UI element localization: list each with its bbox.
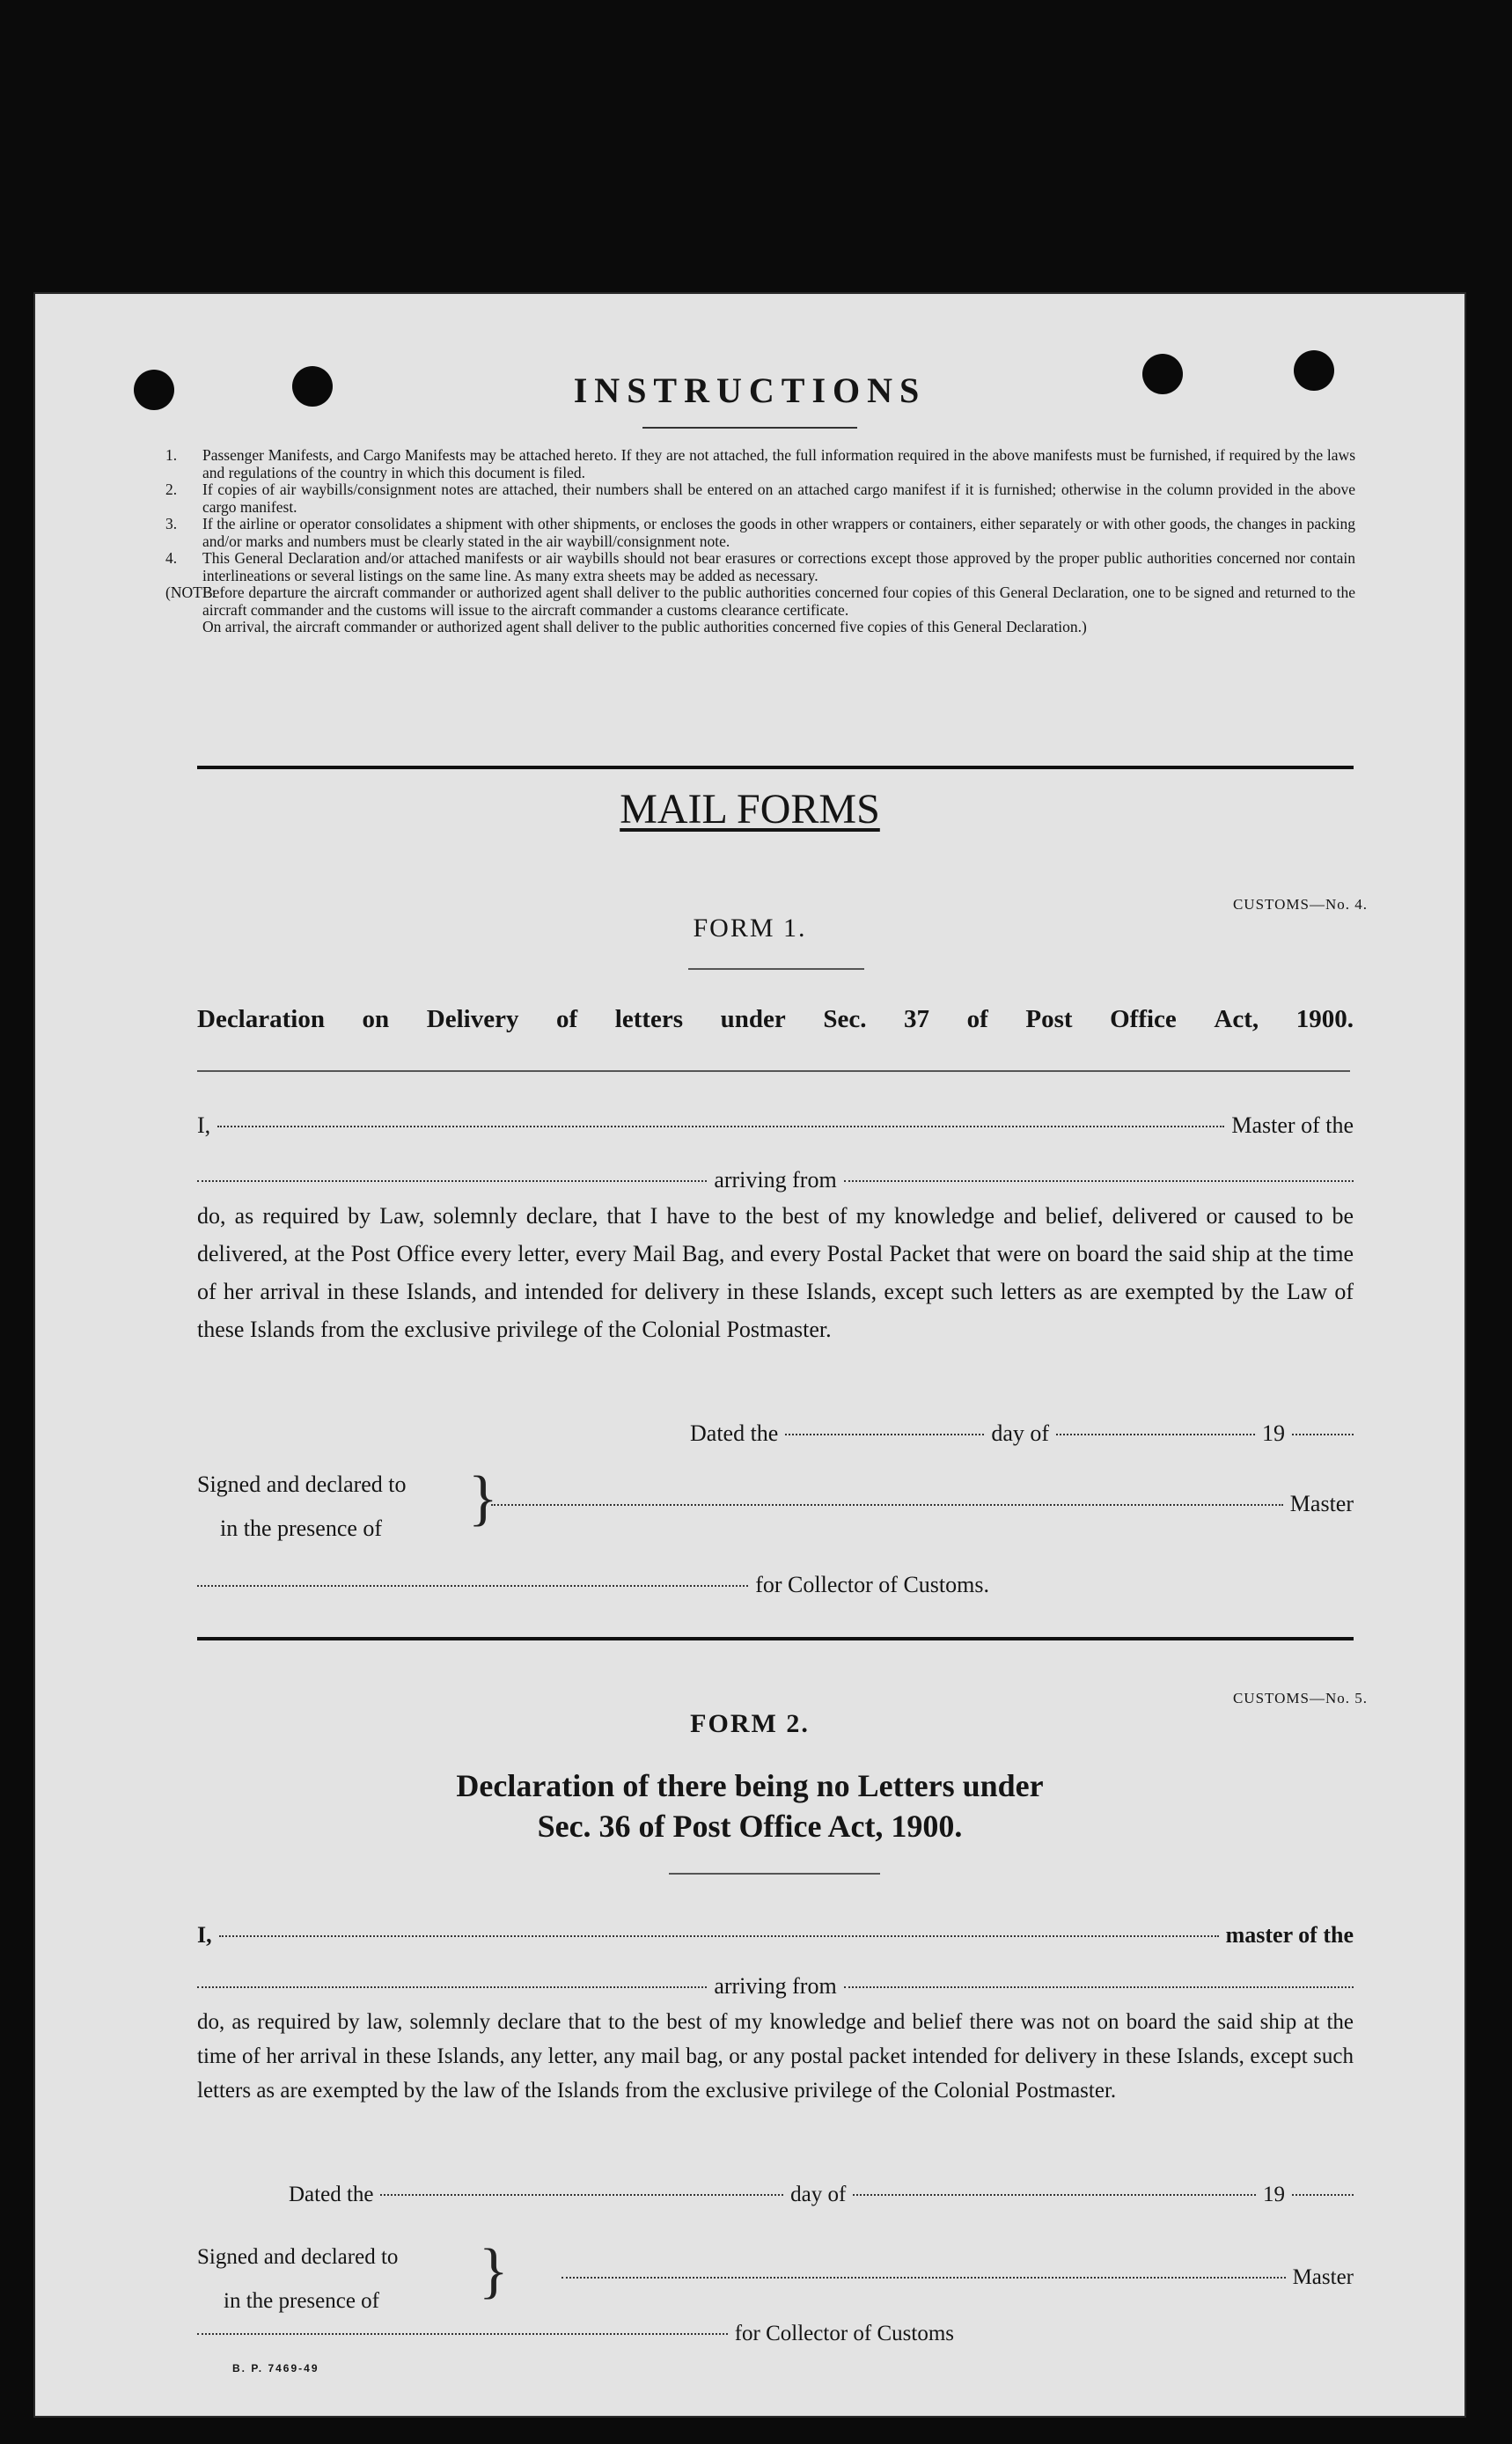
form1-master-name-field[interactable] [217, 1126, 1224, 1127]
form2-month-field[interactable] [853, 2194, 1256, 2196]
form1-ship-name-field[interactable] [197, 1180, 707, 1182]
form2-declaration-line2: Sec. 36 of Post Office Act, 1900. [537, 1809, 963, 1844]
form2-master-label: Master [1292, 2265, 1354, 2289]
form2-brace: } [479, 2237, 509, 2305]
instruction-item [165, 550, 1355, 584]
form1-collector-label: for Collector of Customs. [755, 1572, 989, 1597]
decl-word: Declaration [197, 1005, 325, 1033]
instructions-title: INSTRUCTIONS [573, 371, 927, 410]
print-code: B. P. 7469-49 [232, 2362, 319, 2374]
decl-word: 37 [904, 1005, 930, 1033]
form1-master-of-the: Master of the [1231, 1112, 1354, 1138]
form1-master-label: Master [1289, 1491, 1354, 1516]
form2-collector-line [197, 2322, 954, 2346]
decl-word: Post [1025, 1005, 1073, 1033]
form1-arriving-line [197, 1167, 1354, 1193]
form2-declaration-line1: Declaration of there being no Letters under [456, 1768, 1044, 1803]
note-lead: (NOTE: [165, 583, 217, 601]
form1-month-field[interactable] [1056, 1434, 1255, 1435]
form2-master-signature-field[interactable] [561, 2277, 1286, 2279]
form1-arriving-from: arriving from [714, 1167, 837, 1193]
form2-master-signature-line [561, 2265, 1354, 2290]
form2-collector-field[interactable] [197, 2333, 728, 2335]
decl-word: of [966, 1005, 988, 1033]
form1-signed-line1: Signed and declared to [197, 1472, 407, 1497]
decl-word: Sec. [823, 1005, 867, 1033]
form2-title: FORM 2. [690, 1709, 810, 1738]
form1-year-field[interactable] [1292, 1434, 1354, 1435]
form1-port-field[interactable] [844, 1180, 1354, 1182]
form1-dated-the: Dated the [690, 1420, 779, 1446]
form1-day-field[interactable] [785, 1434, 984, 1435]
instructions-list [165, 447, 1355, 636]
instruction-text: If the airline or operator consolidates a shipment with other shipments, or encloses the goods in other wrappers or containers, either separately or with other goods, the changes in packing and/or marks and numbers must be clearly stated in the air waybill/consignment note. [202, 515, 1355, 550]
form2-dated-line [289, 2183, 1354, 2207]
form2-dated-the: Dated the [289, 2183, 374, 2206]
instruction-number: 1. [165, 446, 178, 464]
form2-i-label: I, [197, 1922, 212, 1948]
form1-collector-field[interactable] [197, 1585, 748, 1587]
form-divider [197, 1637, 1354, 1640]
form2-master-line [197, 1922, 1354, 1949]
form2-arriving-line [197, 1973, 1354, 2000]
form1-collector-line [197, 1572, 989, 1598]
decl-word: Office [1110, 1005, 1177, 1033]
instructions-note [165, 584, 1355, 636]
form2-signed-line1: Signed and declared to [197, 2245, 399, 2269]
form1-title-rule [688, 968, 864, 970]
instruction-number: 4. [165, 549, 178, 567]
form2-body: do, as required by law, solemnly declare that to the best of my knowledge and belief there was not on board the said ship at the time of her arrival in these Islands, any letter, any mail bag, or any postal packet intended for delivery in these Islands, except such letters as are exempted by the law of the Islands from the exclusive privilege of the Colonial Postmaster. [197, 2010, 1354, 2103]
decl-word: Delivery [426, 1005, 519, 1033]
form1-master-line [197, 1112, 1354, 1139]
instruction-text: If copies of air waybills/consignment notes are attached, their numbers shall be entered on an attached cargo manifest if it is furnished; otherwise in the column provided in the above cargo manifest. [202, 481, 1355, 516]
instruction-number: 3. [165, 515, 178, 532]
note-text-2: On arrival, the aircraft commander or authorized agent shall deliver to the public authorities concerned five copies of this General Declaration.) [202, 618, 1087, 635]
form1-customs-number: CUSTOMS—No. 4. [1232, 896, 1368, 913]
note-text-1: Before departure the aircraft commander or authorized agent shall deliver to the public authorities concerned four copies of this General Declaration, one to be signed and returned to the aircraft commander and the customs will issue to the aircraft commander a customs clearance certificate. [202, 583, 1355, 619]
instructions-rule [642, 427, 857, 429]
form1-signed-label [197, 1463, 407, 1551]
form2-collector-label: for Collector of Customs [734, 2322, 954, 2345]
instruction-text: This General Declaration and/or attached manifests or air waybills should not bear erasures or corrections except those approved by the proper public authorities concerned nor contain interlineations or several listings on the same line. As many extra sheets may be added as necessary. [202, 549, 1355, 584]
form1-declaration-heading [197, 1005, 1354, 1034]
instruction-item [165, 447, 1355, 481]
form2-master-name-field[interactable] [219, 1935, 1219, 1937]
form2-declaration-heading [33, 1765, 1466, 1846]
mail-forms-title: MAIL FORMS [620, 786, 880, 833]
instruction-item [165, 516, 1355, 550]
form2-signed-line2: in the presence of [224, 2289, 380, 2313]
form2-signed-label [197, 2235, 398, 2323]
form2-heading-rule [669, 1873, 880, 1875]
form1-i-label: I, [197, 1112, 211, 1138]
form-sheet [33, 292, 1466, 2418]
instruction-item [165, 481, 1355, 516]
form1-dated-line [690, 1420, 1354, 1447]
decl-word: of [556, 1005, 578, 1033]
decl-word: 1900. [1295, 1005, 1354, 1033]
form2-arriving-from: arriving from [714, 1973, 837, 1999]
form1-master-signature-field[interactable] [491, 1504, 1283, 1506]
form1-day-of: day of [991, 1420, 1050, 1446]
decl-word: letters [614, 1005, 684, 1033]
form1-heading-rule [197, 1070, 1350, 1072]
form1-year: 19 [1262, 1420, 1286, 1446]
form1-body: do, as required by Law, solemnly declare, that I have to the best of my knowledge and belief, delivered or caused to be delivered, at the Post Office every letter, every Mail Bag, and every Postal Packet that were on board the said ship at the time of her arrival in these Islands, and intended for delivery in these Islands, except such letters as are exempted by the Law of these Islands from the exclusive privilege of the Colonial Postmaster. [197, 1203, 1354, 1342]
decl-word: under [720, 1005, 786, 1033]
form2-master-of-the: master of the [1225, 1922, 1354, 1948]
instruction-number: 2. [165, 481, 178, 498]
section-divider [197, 766, 1354, 769]
form2-ship-name-field[interactable] [197, 1986, 707, 1988]
decl-word: on [362, 1005, 390, 1033]
form2-day-of: day of [790, 2183, 847, 2206]
form1-brace: } [468, 1464, 498, 1532]
form1-signed-line2: in the presence of [220, 1516, 383, 1541]
form1-master-signature-line [491, 1491, 1354, 1517]
form2-customs-number: CUSTOMS—No. 5. [1232, 1690, 1368, 1706]
decl-word: Act, [1214, 1005, 1259, 1033]
instruction-text: Passenger Manifests, and Cargo Manifests may be attached hereto. If they are not attached, the full information required in the above manifests must be furnished, if required by the laws and regulations of the country in which this document is filed. [202, 446, 1355, 481]
form2-day-field[interactable] [380, 2194, 783, 2196]
form2-port-field[interactable] [844, 1986, 1354, 1988]
form1-title: FORM 1. [693, 914, 807, 943]
form2-year-field[interactable] [1292, 2194, 1354, 2196]
form2-year: 19 [1263, 2183, 1285, 2206]
